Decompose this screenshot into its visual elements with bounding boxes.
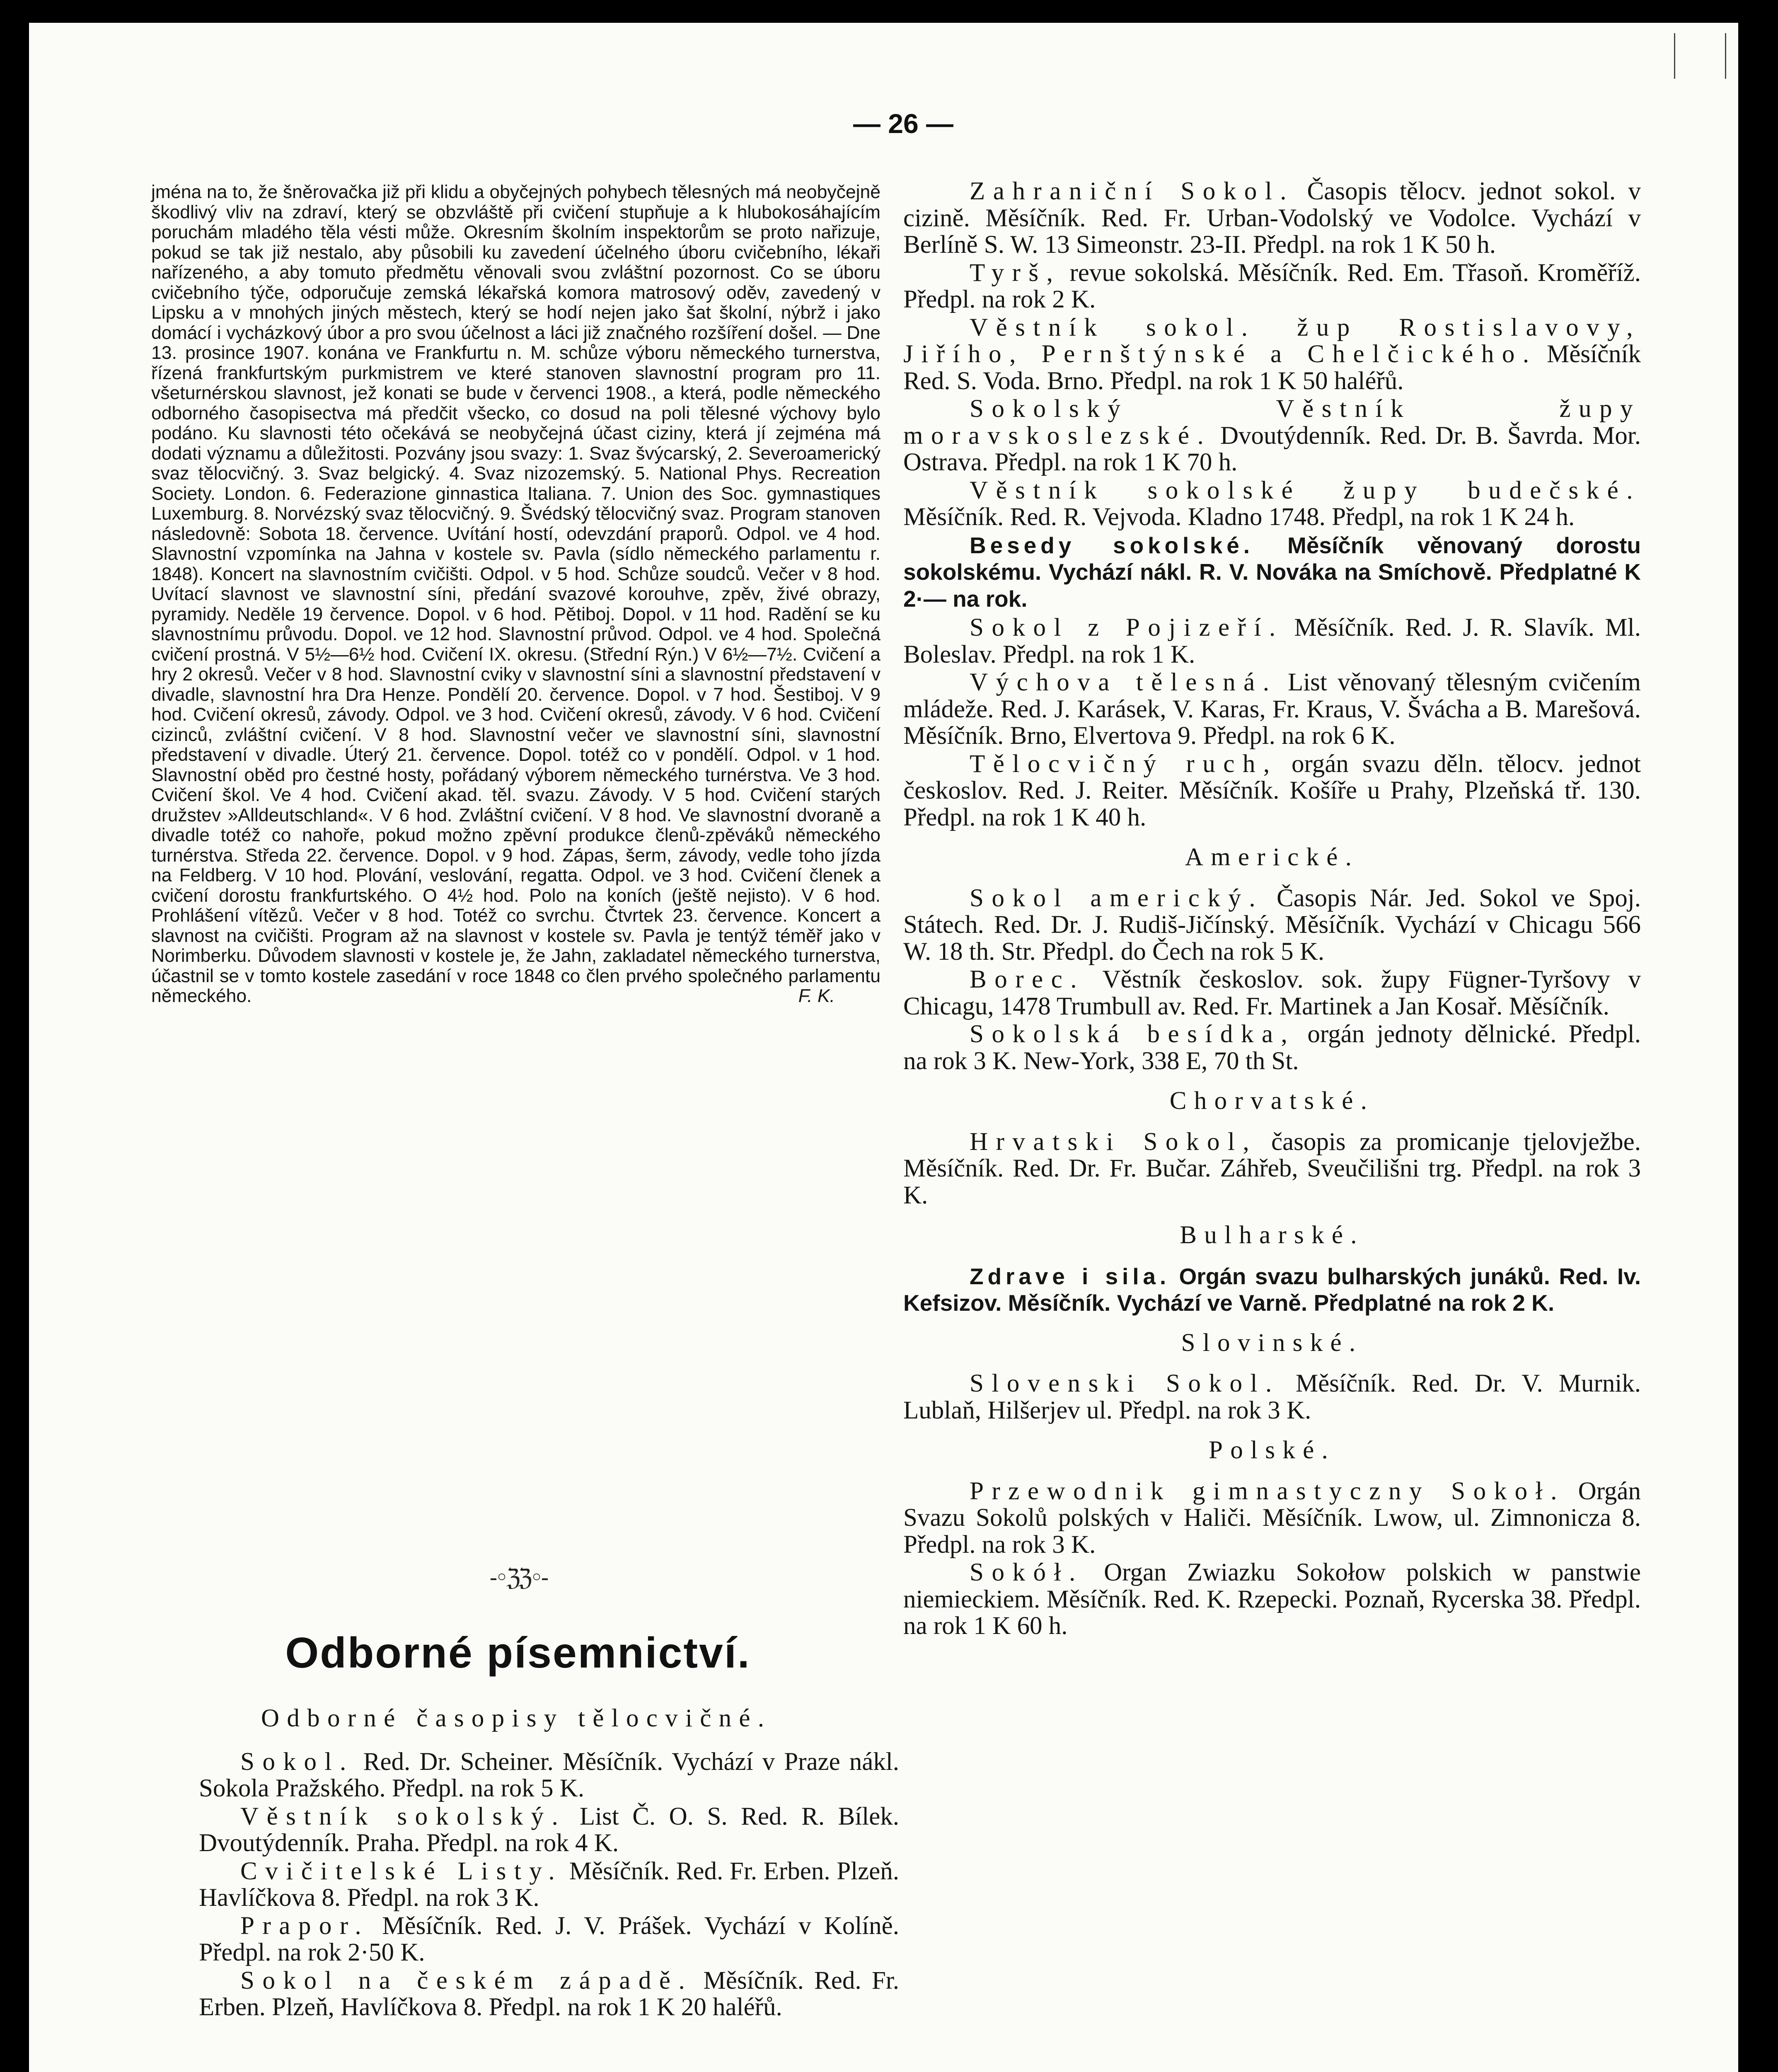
entry-title: Sokol americký.: [970, 884, 1264, 912]
heading-chorvatske: Chorvatské.: [1169, 1087, 1375, 1115]
entry-title: Sokol.: [240, 1748, 354, 1776]
entry-text: Orgán Svazu Sokolů polských v Haliči. Měsíčník. Lwow, ul. Zimnonicza 8. Předpl. na rok 3 K.: [903, 1477, 1641, 1559]
entry-text: List Č. O. S. Red. R. Bílek. Dvoutýdenník. Praha. Předpl. na rok 4 K.: [199, 1802, 900, 1857]
entry-text: Časopis tělocv. jednot sokol. v cizině. Měsíčník. Red. Fr. Urban-Vodolský ve Vodolce. Vychází v Berlíně S. W. 13 Simeonstr. 23-II. Předpl. na rok 1 K 50 h.: [903, 177, 1641, 259]
entry-text: Měsíčník. Red. Dr. V. Murnik. Lublaň, Hilšerjev ul. Předpl. na rok 3 K.: [903, 1370, 1641, 1424]
entry-title: Věstník sokolské župy budečské.: [970, 476, 1641, 504]
list-item: [903, 1478, 1641, 1559]
entry-text: Měsíčník. Red. J. V. Prášek. Vychází v Kolíně. Předpl. na rok 2·50 K.: [199, 1912, 899, 1966]
section-title: Odborné písemnictví.: [285, 1629, 751, 1677]
article-signature: F. K.: [798, 986, 835, 1006]
entry-text: Dvoutýdenník. Red. Dr. B. Šavrda. Mor. Ostrava. Předpl. na rok 1 K 70 h.: [903, 421, 1641, 476]
listing-heading: Odborné časopisy tělocvičné.: [261, 1704, 772, 1732]
list-item: [199, 1803, 899, 1857]
list-item: [903, 532, 1641, 612]
entry-text: Orgán svazu bulharských junáků. Red. Iv. Kefsizov. Měsíčník. Vychází ve Varně. Předplatné na rok 2 K.: [903, 1263, 1641, 1316]
entry-text: Organ Zwiazku Sokołow polskich w panstwie niemieckiem. Měsíčník. Red. K. Rzepecki. Poznaň, Rycerska 38. Předpl. na rok 1 K 60 h.: [903, 1559, 1641, 1640]
entry-title: Zahraniční Sokol.: [970, 177, 1295, 205]
entry-title: Slovenski Sokol.: [970, 1370, 1280, 1397]
scan-border-top: [0, 0, 1778, 23]
entry-text: orgán svazu děln. tělocv. jednot českoslov. Red. J. Reiter. Měsíčník. Košíře u Prahy, Plzeňská tř. 130. Předpl. na rok 1 K 40 h.: [903, 750, 1641, 831]
list-item: [199, 1968, 899, 2021]
list-item: [903, 615, 1641, 668]
entry-title: Cvičitelské Listy.: [240, 1857, 563, 1885]
list-item: [903, 1263, 1641, 1317]
list-item: [903, 260, 1641, 313]
list-item: [903, 669, 1641, 750]
entry-title: Borec.: [970, 966, 1085, 993]
entry-title: Věstník sokolský.: [240, 1802, 566, 1830]
entry-text: Red. Dr. Scheiner. Měsíčník. Vychází v Praze nákl. Sokola Pražského. Předpl. na rok 5 K.: [199, 1748, 899, 1802]
entry-title: Tyrš,: [970, 259, 1061, 287]
list-item: [903, 1129, 1641, 1209]
left-column-listing: [199, 1705, 899, 2022]
list-item: [199, 1913, 899, 1966]
entry-title: Besedy sokolské.: [970, 532, 1254, 558]
list-item: [903, 751, 1641, 831]
entry-title: Sokol z Pojizeří.: [970, 614, 1284, 641]
entry-title: Hrvatski Sokol,: [970, 1128, 1258, 1156]
entry-text: Věstník českoslov. sok. župy Fügner-Tyršovy v Chicagu, 1478 Trumbull av. Red. Fr. Martinek a Jan Kosař. Měsíčník.: [903, 966, 1641, 1020]
page-number: — 26 —: [853, 108, 954, 139]
entry-text: revue sokolská. Měsíčník. Red. Em. Třasoň. Kroměříž. Předpl. na rok 2 K.: [903, 259, 1641, 313]
entry-text: List věnovaný tělesným cvičením mládeže. Red. J. Karásek, V. Karas, Fr. Kraus, V. Švácha a B. Marešová. Měsíčník. Brno, Elvertova 9. Předpl. na rok 6 K.: [903, 668, 1641, 750]
entry-title: Przewodnik gimnastyczny Sokoł.: [970, 1477, 1565, 1505]
entry-text: Měsíčník Red. S. Voda. Brno. Předpl. na rok 1 K 50 haléřů.: [903, 340, 1641, 395]
list-item: [903, 966, 1641, 1020]
entry-title: Prapor.: [240, 1912, 370, 1940]
heading-polske: Polské.: [1208, 1436, 1336, 1464]
entry-text: Měsíčník. Red. Fr. Erben. Plzeň, Havlíčkova 8. Předpl. na rok 1 K 20 haléřů.: [199, 1966, 899, 2021]
list-item: [199, 1858, 899, 1912]
entry-title: Tělocvičný ruch,: [970, 750, 1278, 778]
entry-title: Sokół.: [970, 1559, 1084, 1586]
list-item: [903, 477, 1641, 531]
entry-text: Měsíčník. Red. R. Vejvoda. Kladno 1748. Předpl, na rok 1 K 24 h.: [903, 503, 1575, 531]
list-item: [903, 178, 1641, 259]
right-column-listing: [903, 178, 1641, 1641]
left-column-article: [151, 182, 881, 1007]
entry-title: Sokolský Věstník župy moravskoslezské.: [903, 395, 1641, 450]
article-paragraph: [151, 182, 881, 1007]
list-item: [903, 1370, 1641, 1424]
document-page: [29, 23, 1738, 2072]
list-item: [903, 1021, 1641, 1075]
list-item: [199, 1749, 899, 1802]
list-item: [903, 396, 1641, 476]
entry-text: orgán jednoty dělnické. Předpl. na rok 3 K. New-York, 338 E, 70 th St.: [903, 1020, 1641, 1075]
entry-title: Věstník sokol. žup Rostislavovy, Jiřího, Pernštýnské a Chelčického.: [903, 313, 1641, 368]
entry-text: Časopis Nár. Jed. Sokol ve Spoj. Státech. Red. Dr. J. Rudiš-Jičínský. Měsíčník. Vychází v Chicagu 566 W. 18 th. Str. Předpl. do Čech na rok 5 K.: [903, 884, 1641, 966]
entry-text: Měsíčník. Red. Fr. Erben. Plzeň. Havlíčkova 8. Předpl. na rok 3 K.: [199, 1857, 899, 1912]
entry-text: Měsíčník věnovaný dorostu sokolskému. Vychází nákl. R. V. Nováka na Smíchově. Předplatné K 2·— na rok.: [903, 532, 1641, 612]
margin-mark: [1674, 33, 1726, 79]
list-item: [903, 1559, 1641, 1640]
list-item: [903, 885, 1641, 966]
list-item: [903, 315, 1641, 395]
heading-americke: Americké.: [1185, 843, 1360, 871]
scan-border-right: [1738, 0, 1778, 2072]
heading-slovinske: Slovinské.: [1181, 1329, 1363, 1357]
entry-title: Výchova tělesná.: [970, 668, 1277, 696]
entry-text: Měsíčník. Red. J. R. Slavík. Ml. Boleslav. Předpl. na rok 1 K.: [903, 614, 1641, 668]
entry-title: Sokol na českém západě.: [240, 1966, 693, 1995]
entry-title: Sokolská besídka,: [970, 1020, 1296, 1048]
article-body: jména na to, že šněrovačka již při klidu a obyčejných pohybech tělesných má neobyčejně škodlivý vliv na zdraví, který se obzvláště při cvičení stupňuje a k hlubokosáhajícím poruchám mladého těla vésti může. Okresním školním inspektorům se proto nařizuje, pokud se tak již nestalo, aby působili ku zavedení účelného úboru cvičebního, lékaři nařízeného, a aby tomuto předmětu věnovali svou zvláštní pozornost. Co se úboru cvičebního týče, odporučuje zemská lékařská komora matrosový oděv, zavedený v Lipsku a v mnohých jiných městech, který se hodí nejen jako šat školní, nýbrž i jako domácí i vycházkový úbor a pro svou účelnost a láci již značného rozšíření došel. — Dne 13. prosince 1907. konána ve Frankfurtu n. M. schůze výboru německého turnerstva, řízená frankfurtským purkmistrem ve které stanoven slavnostní program pro 11. všeturnérskou slavnost, jež konati se bude v červenci 1908., a která, podle německého odborného časopisectva má předčit všecko, co dosud na poli tělesné výchovy bylo podáno. Ku slavnosti této očekává se neobyčejná účast ciziny, která jí zejména má dodati významu a důležitosti. Pozvány jsou svazy: 1. Svaz švýcarský, 2. Severoamerický svaz tělocvičný. 3. Svaz belgický. 4. Svaz nizozemský. 5. National Phys. Recreation Society. London. 6. Federazione ginnastica Italiana. 7. Union des Soc. gymnastiques Luxemburg. 8. Norvézský svaz tělocvičný. 9. Švédský tělocvičný svaz. Program stanoven následovně: Sobota 18. července. Uvítání hostí, odevzdání praporů. Odpol. ve 4 hod. Slavnostní vzpomínka na Jahna v kostele sv. Pavla (sídlo německého parlamentu r. 1848). Koncert na slavnostním cvičišti. Odpol. v 5 hod. Schůze soudců. Večer v 8 hod. Uvítací slavnost ve slavnostní síni, předání svazové korouhve, zpěv, živé obrazy, pyramidy. Neděle 19 července. Dopol. v 6 hod. Pětiboj. Dopol. v 11 hod. Radění se ku slavnostnímu průvodu. Dopol. ve 12 hod. Slavnostní průvod. Odpol. ve 4 hod. Společná cvičení prostná. V 5½—6½ hod. Cvičení IX. okresu. (Střední Rýn.) V 6½—7½. Cvičení a hry 2 okresů. Večer v 8 hod. Slavnostní cviky v slavnostní síni a slavnostní představení v divadle, slavnostní hra Dra Henze. Pondělí 20. července. Dopol. v 7 hod. Šestiboj. V 9 hod. Cvičení okresů, závody. Odpol. ve 3 hod. Cvičení okresů, závody. V 6 hod. Cvičení cizinců, zvláštní cvičení. V 8 hod. Slavnostní večer ve slavnostní síni, slavnostní představení v divadle. Úterý 21. července. Dopol. totéž co v pondělí. Odpol. v 1 hod. Slavnostní oběd pro čestné hosty, pořádaný výborem německého turnérstva. Ve 3 hod. Cvičení škol. Ve 4 hod. Cvičení akad. těl. svazu. Závody. V 5 hod. Cvičení starých družstev »Alldeutschland«. V 6 hod. Zvláštní cvičení. V 8 hod. Ve slavnostní dvoraně a divadle totéž co nahoře, pokud možno zpěvní produkce členů-zpěváků německého turnérstva. Středa 22. července. Dopol. v 9 hod. Zápas, šerm, závody, vedle toho jízda na Feldberg. V 10 hod. Plování, veslování, regatta. Odpol. ve 3 hod. Cvičení členek a cvičení dorostu frankfurtského. O 4½ hod. Polo na koních (ještě nejisto). V 6 hod. Prohlášení vítězů. Večer v 8 hod. Totéž co svrchu. Čtvrtek 23. července. Koncert a slavnost na cvičišti. Program až na slavnost v kostele sv. Pavla je tentýž téměř jako v Norimberku. Důvodem slavnosti v kostele je, že Jahn, zakladatel německého turnerstva, účastnil se v tomto kostele zasedání v roce 1848 co člen prvého společného parlamentu německého.: [151, 182, 881, 1006]
entry-text: časopis za promicanje tjelovježbe. Měsíčník. Red. Dr. Fr. Bučar. Záhřeb, Sveučilišni trg. Předpl. na rok 3 K.: [903, 1128, 1641, 1209]
heading-bulharske: Bulharské.: [1180, 1221, 1364, 1249]
entry-title: Zdrave i sila.: [970, 1263, 1171, 1289]
section-ornament: -◦ℨℨ◦-: [489, 1564, 547, 1591]
